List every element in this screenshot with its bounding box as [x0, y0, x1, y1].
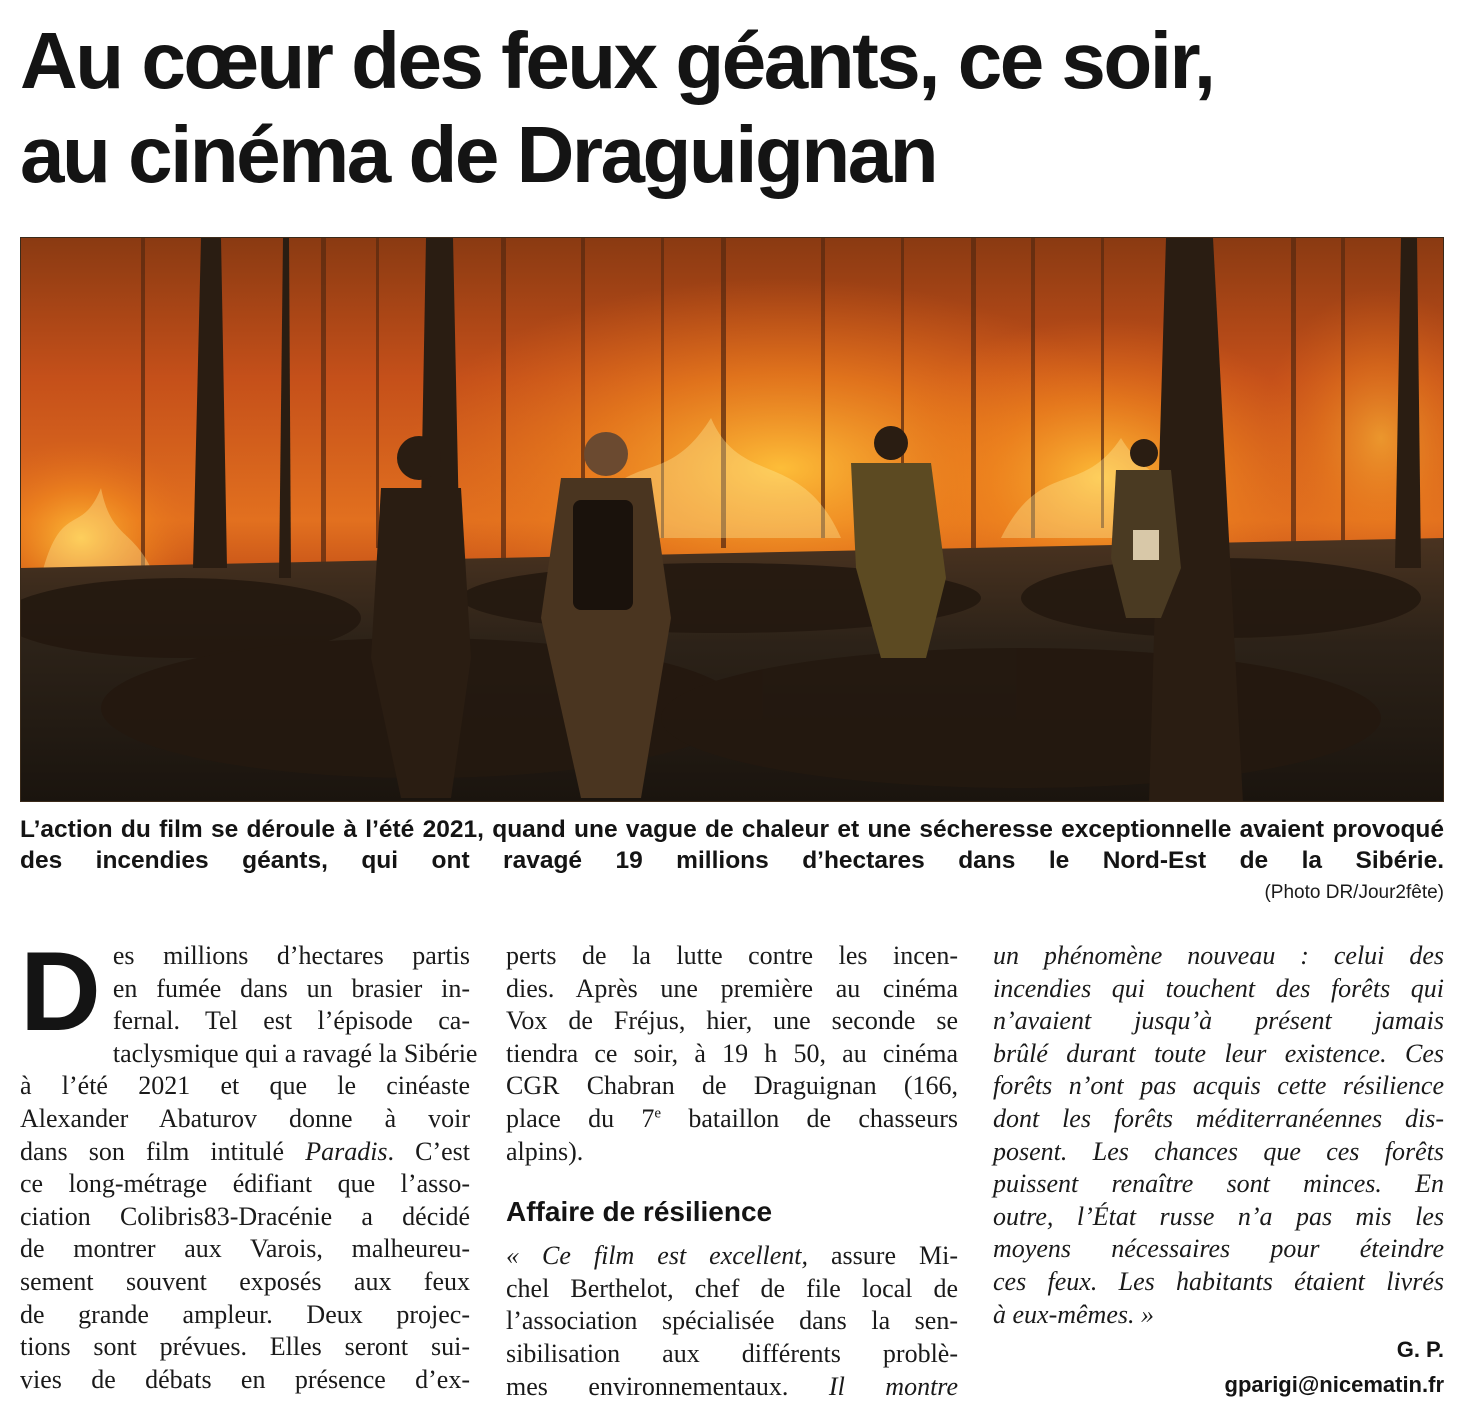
text-line: CGR Chabran de Draguignan (166, [506, 1071, 958, 1101]
text-line: sibilisation aux différents problè- [506, 1338, 958, 1368]
text-line: fernal. Tel est l’épisode ca- [112, 1006, 470, 1036]
author-email: gparigi@nicematin.fr [1224, 1372, 1444, 1397]
text-line: Vox de Fréjus, hier, une seconde se [506, 1006, 958, 1036]
text-line [506, 1103, 958, 1136]
article-column-1 [20, 929, 478, 1396]
article-column-2 [506, 940, 958, 1403]
text-line: chel Berthelot, chef de file local de [506, 1273, 958, 1303]
headline-line-2: au cinéma de Draguignan [20, 110, 937, 199]
quote-line: outre, l’État russe n’a pas mis les [993, 1201, 1444, 1231]
quote-line: posent. Les chances que ces forêts [993, 1136, 1444, 1166]
quote-line: dont les forêts méditerranéennes dis- [993, 1103, 1444, 1133]
photo-caption: L’action du film se déroule à l’été 2021, quand une vague de chaleur et une sécheresse exceptionnelle avaient provoqué des incendies géants, qui ont ravagé 19 millions d’hectares dans le Nord-Est de la Sibérie. [20, 816, 1444, 874]
text-line: dies. Après une première au cinéma [506, 973, 958, 1003]
headline-line-1: Au cœur des feux géants, ce soir, [20, 16, 1214, 105]
quote-line: n’avaient jusqu’à présent jamais [993, 1006, 1444, 1036]
text-line: taclysmique qui a ravagé la Sibérie [112, 1038, 478, 1068]
quote-segment: Il montre [788, 1371, 958, 1401]
drop-cap: D [20, 929, 101, 1054]
film-title: Paradis [305, 1136, 388, 1166]
forest-fire-photo [20, 237, 1444, 802]
text-line: perts de la lutte contre les incen- [506, 941, 958, 970]
text-segment: bataillon de chasseurs [661, 1103, 958, 1133]
text-line: alpins). [506, 1136, 584, 1166]
article-column-3 [993, 940, 1444, 1331]
text-line: sement souvent exposés aux feux [20, 1266, 470, 1296]
headline [20, 14, 1450, 202]
text-line: vies de débats en présence d’ex- [20, 1364, 470, 1394]
text-segment: mes environnementaux. [506, 1371, 789, 1401]
text-segment: place du 7 [506, 1103, 655, 1133]
text-line: ce long-métrage édifiant que l’asso- [20, 1169, 470, 1199]
subheading: Affaire de résilience [506, 1196, 773, 1228]
quote-line: brûlé durant toute leur existence. Ces [993, 1038, 1444, 1068]
text-line [20, 1136, 470, 1169]
text-line [506, 1240, 958, 1273]
text-line: en fumée dans un brasier in- [112, 973, 470, 1003]
text-line: de montrer aux Varois, malheureu- [20, 1234, 470, 1264]
text-line: ciation Colibris83-Dracénie a décidé [20, 1201, 470, 1231]
quote-segment: « Ce film est excellent, [506, 1241, 809, 1271]
text-line: à l’été 2021 et que le cinéaste [20, 1071, 470, 1101]
text-line: tiendra ce soir, à 19 h 50, au cinéma [506, 1038, 958, 1068]
text-line: es millions d’hectares partis [112, 941, 470, 970]
text-line [506, 1371, 958, 1404]
quote-line: à eux-mêmes. » [993, 1299, 1154, 1329]
text-line: de grande ampleur. Deux projec- [20, 1299, 470, 1329]
text-segment: . C’est [387, 1136, 471, 1166]
author-initials: G. P. [1396, 1337, 1444, 1362]
quote-line: un phénomène nouveau : celui des [993, 941, 1444, 970]
quote-line: forêts n’ont pas acquis cette résilience [993, 1071, 1444, 1101]
photo-credit: (Photo DR/Jour2fête) [1264, 882, 1444, 903]
text-segment: assure Mi- [808, 1241, 958, 1271]
quote-line: moyens nécessaires pour éteindre [993, 1234, 1444, 1264]
text-segment: dans son film intitulé [20, 1136, 285, 1166]
text-line: l’association spécialisée dans la sen- [506, 1306, 958, 1336]
quote-line: ces feux. Les habitants étaient livrés [993, 1266, 1444, 1296]
text-line: Alexander Abaturov donne à voir [20, 1103, 470, 1133]
quote-line: incendies qui touchent des forêts qui [993, 973, 1444, 1003]
superscript: e [654, 1105, 662, 1122]
text-line: tions sont prévues. Elles seront sui- [20, 1332, 470, 1362]
quote-line: puissent renaître sont minces. En [993, 1169, 1444, 1199]
